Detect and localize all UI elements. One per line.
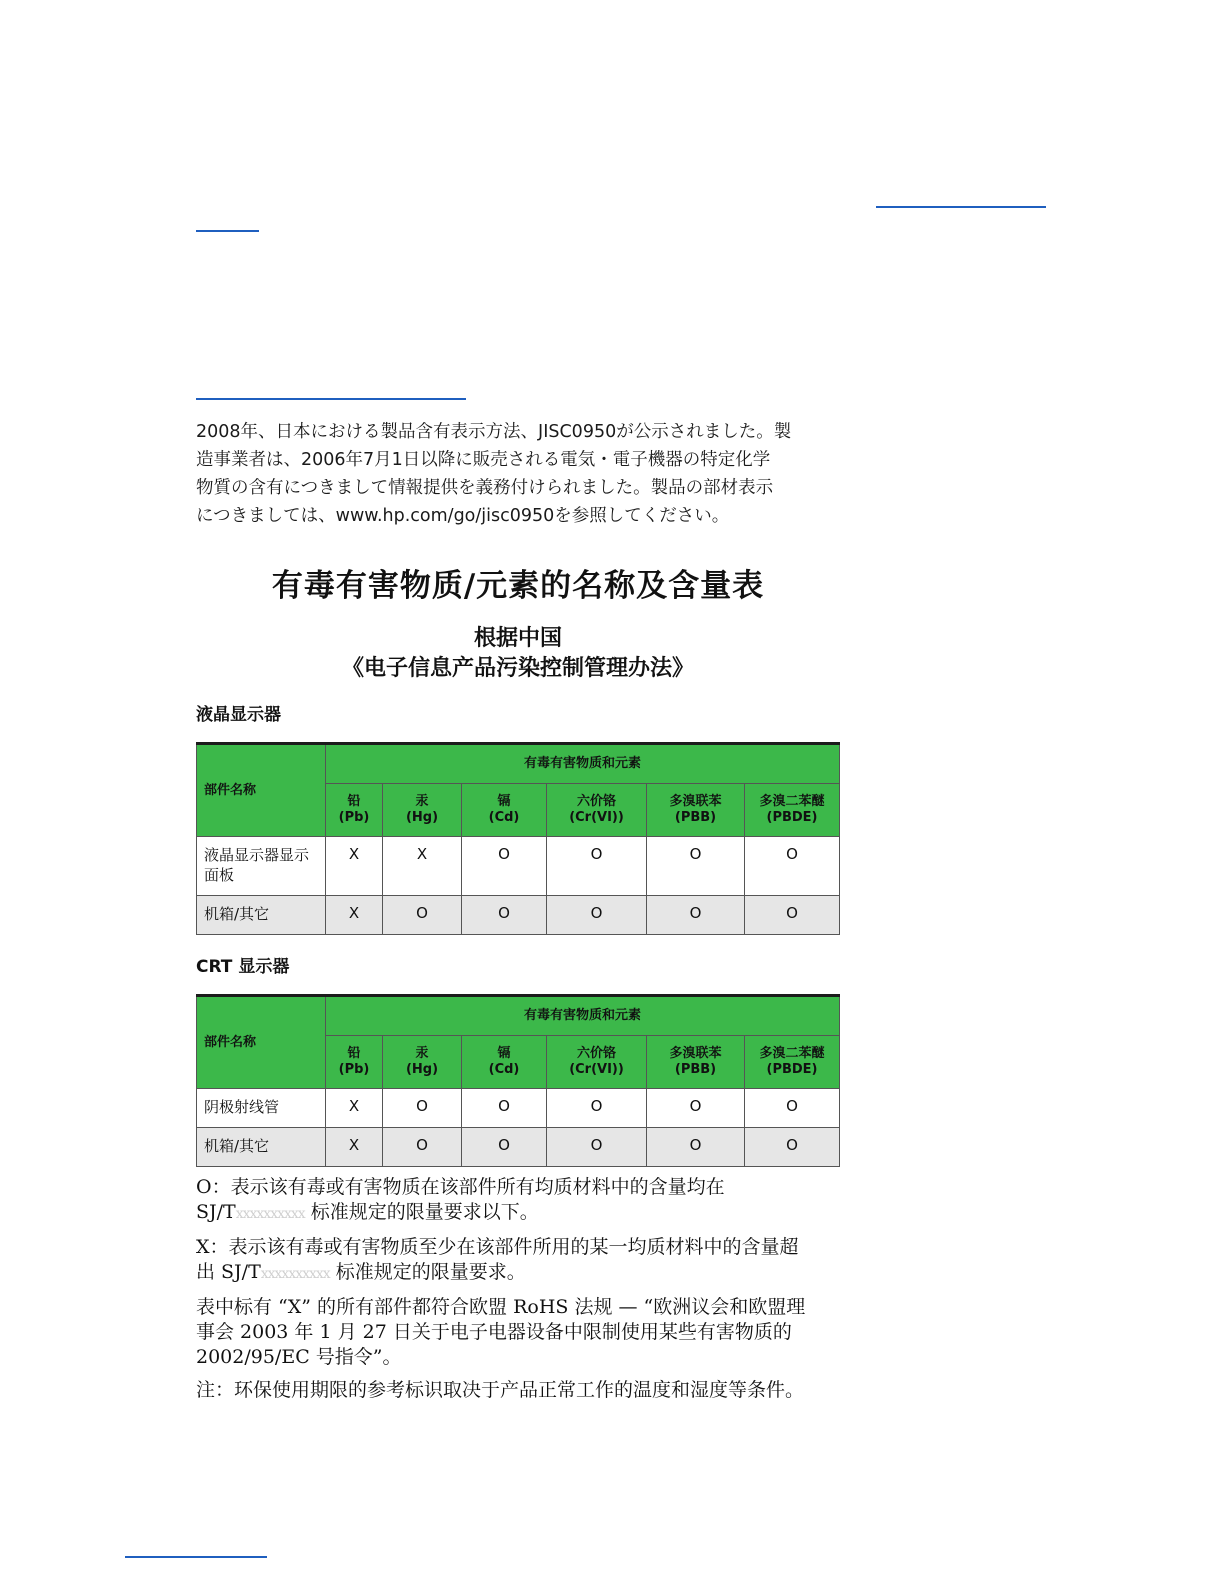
part-name-header: 部件名称 xyxy=(197,744,326,837)
part-name-cell: 机箱/其它 xyxy=(197,1128,326,1167)
hazard-table-crt xyxy=(196,994,840,1167)
value-cell: X xyxy=(326,1128,383,1167)
redacted-standard-number: xxxxxxxxxx xyxy=(260,1266,330,1282)
jp-line-3: 物質の含有につきまして情報提供を義務付けられました。製品の部材表示 xyxy=(196,478,774,498)
jp-line-4: につきましては、www.hp.com/go/jisc0950を参照してください。 xyxy=(196,506,730,526)
note-environment: 注：环保使用期限的参考标识取决于产品正常工作的温度和湿度等条件。 xyxy=(196,1379,805,1401)
value-cell: O xyxy=(647,896,745,935)
link-underline-top-right[interactable] xyxy=(876,206,1046,208)
part-name-header: 部件名称 xyxy=(197,996,326,1089)
jp-line-1: 2008年、日本における製品含有表示方法、JISC0950が公示されました。製 xyxy=(196,422,792,442)
value-cell: O xyxy=(647,837,745,896)
value-cell: O xyxy=(647,1128,745,1167)
value-cell: O xyxy=(745,1128,840,1167)
value-cell: O xyxy=(647,1089,745,1128)
note-rohs: 表中标有 “X” 的所有部件都符合欧盟 RoHS 法规 — “欧洲议会和欧盟理 事会 2003 年 1 月 27 日关于电子电器设备中限制使用某些有害物质的 2002/95/EC 号指令”。 xyxy=(196,1296,806,1368)
value-cell: O xyxy=(462,1089,547,1128)
col-header-pbde: 多溴二苯醚 (PBDE) xyxy=(745,1036,840,1089)
jp-line-2: 造事業者は、2006年7月1日以降に販売される電気・電子機器の特定化学 xyxy=(196,450,771,470)
value-cell: O xyxy=(547,837,647,896)
part-name-cell: 机箱/其它 xyxy=(197,896,326,935)
hazard-table-lcd xyxy=(196,742,840,935)
col-header-pbb: 多溴联苯 (PBB) xyxy=(647,784,745,837)
section-label-crt: CRT 显示器 xyxy=(196,957,290,977)
table-row xyxy=(197,896,840,935)
col-header-cd: 镉 (Cd) xyxy=(462,1036,547,1089)
subtitle-line-1: 根据中国 xyxy=(473,626,562,651)
value-cell: O xyxy=(383,896,462,935)
value-cell: O xyxy=(462,896,547,935)
value-cell: O xyxy=(547,1128,647,1167)
part-name-cell: 阴极射线管 xyxy=(197,1089,326,1128)
value-cell: O xyxy=(745,896,840,935)
table-row xyxy=(197,1089,840,1128)
value-cell: X xyxy=(383,837,462,896)
value-cell: X xyxy=(326,837,383,896)
part-name-cell: 液晶显示器显示 面板 xyxy=(197,837,326,896)
page-subtitle xyxy=(196,624,840,684)
col-header-pb: 铅 (Pb) xyxy=(326,1036,383,1089)
value-cell: O xyxy=(547,1089,647,1128)
footnotes xyxy=(196,1175,846,1411)
table-row xyxy=(197,837,840,896)
value-cell: O xyxy=(745,837,840,896)
value-cell: X xyxy=(326,896,383,935)
japanese-paragraph xyxy=(196,418,792,530)
value-cell: O xyxy=(383,1128,462,1167)
col-header-cr6: 六价铬 (Cr(VI)) xyxy=(547,784,647,837)
link-underline-middle[interactable] xyxy=(196,398,466,400)
subtitle-line-2: 《电子信息产品污染控制管理办法》 xyxy=(341,656,694,681)
col-header-pb: 铅 (Pb) xyxy=(326,784,383,837)
note-o: O：表示该有毒或有害物质在该部件所有均质材料中的含量均在 SJ/Txxxxxxxxxx 标准规定的限量要求以下。 xyxy=(196,1176,725,1223)
col-header-pbb: 多溴联苯 (PBB) xyxy=(647,1036,745,1089)
col-header-pbde: 多溴二苯醚 (PBDE) xyxy=(745,784,840,837)
redacted-standard-number: xxxxxxxxxx xyxy=(235,1206,305,1222)
value-cell: O xyxy=(462,837,547,896)
substance-group-header: 有毒有害物质和元素 xyxy=(326,996,840,1036)
value-cell: X xyxy=(326,1089,383,1128)
substance-group-header: 有毒有害物质和元素 xyxy=(326,744,840,784)
value-cell: O xyxy=(462,1128,547,1167)
value-cell: O xyxy=(547,896,647,935)
link-underline-bottom[interactable] xyxy=(125,1556,267,1558)
value-cell: O xyxy=(383,1089,462,1128)
section-label-lcd: 液晶显示器 xyxy=(196,705,281,725)
col-header-hg: 汞 (Hg) xyxy=(383,1036,462,1089)
table-row xyxy=(197,1128,840,1167)
page-title: 有毒有害物质/元素的名称及含量表 xyxy=(271,568,765,604)
link-underline-top-left[interactable] xyxy=(196,230,259,232)
value-cell: O xyxy=(745,1089,840,1128)
note-x: X：表示该有毒或有害物质至少在该部件所用的某一均质材料中的含量超 出 SJ/Txxxxxxxxxx 标准规定的限量要求。 xyxy=(196,1236,799,1283)
col-header-cr6: 六价铬 (Cr(VI)) xyxy=(547,1036,647,1089)
col-header-cd: 镉 (Cd) xyxy=(462,784,547,837)
col-header-hg: 汞 (Hg) xyxy=(383,784,462,837)
